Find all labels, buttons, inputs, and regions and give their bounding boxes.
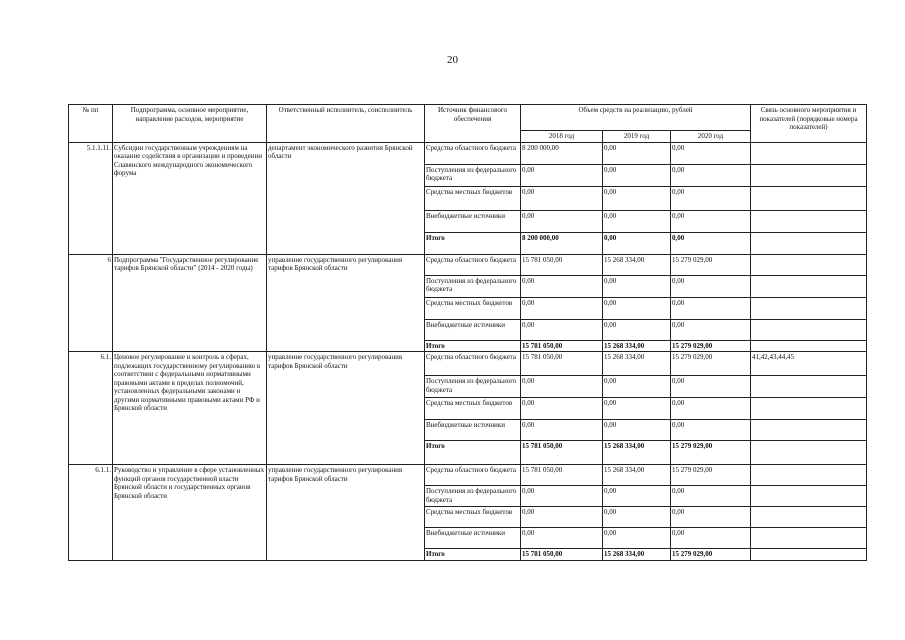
amount-2018: 0,00	[521, 297, 603, 319]
amount-2019: 0,00	[603, 528, 671, 549]
amount-2018: 0,00	[521, 486, 603, 507]
table-row	[69, 254, 867, 275]
indicator-link-empty	[751, 528, 867, 549]
amount-2019: 0,00	[603, 420, 671, 441]
funding-source: Средства местных бюджетов	[425, 507, 521, 528]
amount-2018: 0,00	[521, 528, 603, 549]
funding-source: Средства областного бюджета	[425, 465, 521, 486]
amount-2020: 0,00	[671, 398, 751, 420]
amount-2018: 0,00	[521, 210, 603, 232]
indicator-link-empty	[751, 441, 867, 465]
amount-2019: 15 268 334,00	[603, 465, 671, 486]
item-executor: управление государственного регулирования тарифов Брянской области	[267, 465, 425, 561]
funding-source: Поступления из федерального бюджета	[425, 164, 521, 186]
amount-2020: 0,00	[671, 275, 751, 297]
amount-2019: 0,00	[603, 186, 671, 210]
amount-2020: 0,00	[671, 232, 751, 254]
amount-2019: 0,00	[603, 297, 671, 319]
header-source: Источник финансового обеспечения	[425, 105, 521, 143]
amount-2018: 0,00	[521, 507, 603, 528]
header-link: Связь основного мероприятия и показателей (порядковые номера показателей)	[751, 105, 867, 143]
funding-source: Средства местных бюджетов	[425, 398, 521, 420]
indicator-link-empty	[751, 297, 867, 319]
indicator-link-empty	[751, 319, 867, 340]
amount-2020: 0,00	[671, 376, 751, 398]
amount-2019: 0,00	[603, 232, 671, 254]
header-executor: Ответственный исполнитель, соисполнитель	[267, 105, 425, 143]
funding-table	[68, 104, 867, 561]
funding-source: Средства местных бюджетов	[425, 297, 521, 319]
funding-source: Внебюджетные источники	[425, 420, 521, 441]
header-year-2018: 2018 год	[521, 131, 603, 143]
amount-2018: 15 781 050,00	[521, 352, 603, 376]
amount-2019: 0,00	[603, 319, 671, 340]
funding-source: Средства областного бюджета	[425, 254, 521, 275]
amount-2018: 0,00	[521, 275, 603, 297]
indicator-link-empty	[751, 549, 867, 561]
table-header-row	[69, 105, 867, 131]
amount-2019: 0,00	[603, 142, 671, 164]
funding-source: Поступления из федерального бюджета	[425, 486, 521, 507]
indicator-link-empty	[751, 210, 867, 232]
amount-2018: 15 781 050,00	[521, 441, 603, 465]
item-name: Субсидии государственным учреждениям на оказание содействия в организации и проведении Славянского международного экономического форума	[113, 142, 267, 254]
amount-2019: 0,00	[603, 486, 671, 507]
amount-2020: 0,00	[671, 319, 751, 340]
amount-2020: 0,00	[671, 297, 751, 319]
indicator-link-empty	[751, 164, 867, 186]
total-label: Итого	[425, 549, 521, 561]
funding-source: Средства местных бюджетов	[425, 186, 521, 210]
funding-source: Внебюджетные источники	[425, 319, 521, 340]
amount-2018: 0,00	[521, 186, 603, 210]
item-executor: департамент экономического развития Брянской области	[267, 142, 425, 254]
indicator-link-empty	[751, 420, 867, 441]
item-name: Руководство и управление в сфере установленных функций органов государственной власти Брянской области и государственных органов Брянской области	[113, 465, 267, 561]
amount-2019: 0,00	[603, 376, 671, 398]
amount-2019: 15 268 334,00	[603, 352, 671, 376]
indicator-link-empty	[751, 507, 867, 528]
header-num: № пп	[69, 105, 113, 143]
indicator-link-empty	[751, 486, 867, 507]
amount-2020: 15 279 029,00	[671, 441, 751, 465]
amount-2018: 0,00	[521, 376, 603, 398]
item-number: 5.1.1.11.	[69, 142, 113, 254]
amount-2019: 0,00	[603, 507, 671, 528]
item-name: Подпрограмма "Государственное регулирование тарифов Брянской области" (2014 - 2020 годы)	[113, 254, 267, 352]
amount-2018: 15 781 050,00	[521, 549, 603, 561]
indicator-link-empty	[751, 186, 867, 210]
amount-2020: 0,00	[671, 210, 751, 232]
amount-2019: 0,00	[603, 398, 671, 420]
funding-source: Поступления из федерального бюджета	[425, 275, 521, 297]
amount-2020: 0,00	[671, 164, 751, 186]
header-year-2020: 2020 год	[671, 131, 751, 143]
total-label: Итого	[425, 232, 521, 254]
table-row	[69, 142, 867, 164]
indicator-link-empty	[751, 398, 867, 420]
item-number: 6	[69, 254, 113, 352]
indicator-link-empty	[751, 232, 867, 254]
amount-2020: 0,00	[671, 507, 751, 528]
table-row	[69, 352, 867, 376]
amount-2019: 15 268 334,00	[603, 254, 671, 275]
amount-2019: 0,00	[603, 210, 671, 232]
item-number: 6.1.1.	[69, 465, 113, 561]
amount-2020: 0,00	[671, 142, 751, 164]
amount-2020: 0,00	[671, 528, 751, 549]
amount-2020: 15 279 029,00	[671, 254, 751, 275]
indicator-link-empty	[751, 376, 867, 398]
amount-2018: 0,00	[521, 319, 603, 340]
amount-2020: 15 279 029,00	[671, 549, 751, 561]
header-subprogram: Подпрограмма, основное мероприятие, направление расходов, мероприятие	[113, 105, 267, 143]
amount-2018: 15 781 050,00	[521, 465, 603, 486]
indicator-link	[751, 465, 867, 486]
item-executor: управление государственного регулирования тарифов Брянской области	[267, 254, 425, 352]
amount-2019: 15 268 334,00	[603, 549, 671, 561]
amount-2018: 8 200 000,00	[521, 232, 603, 254]
amount-2018: 0,00	[521, 420, 603, 441]
funding-source: Средства областного бюджета	[425, 352, 521, 376]
funding-source: Внебюджетные источники	[425, 528, 521, 549]
indicator-link: 41,42,43,44,45	[751, 352, 867, 376]
item-number: 6.1.	[69, 352, 113, 465]
item-executor: управление государственного регулирования тарифов Брянской области	[267, 352, 425, 465]
amount-2020: 15 279 029,00	[671, 340, 751, 352]
amount-2019: 15 268 334,00	[603, 340, 671, 352]
funding-source: Внебюджетные источники	[425, 210, 521, 232]
funding-source: Поступления из федерального бюджета	[425, 376, 521, 398]
table-row	[69, 465, 867, 486]
amount-2020: 0,00	[671, 420, 751, 441]
amount-2020: 15 279 029,00	[671, 352, 751, 376]
total-label: Итого	[425, 441, 521, 465]
amount-2018: 0,00	[521, 164, 603, 186]
total-label: Итого	[425, 340, 521, 352]
header-volume: Объем средств на реализацию, рублей	[521, 105, 751, 131]
amount-2018: 0,00	[521, 398, 603, 420]
header-year-2019: 2019 год	[603, 131, 671, 143]
indicator-link	[751, 254, 867, 275]
page-number: 20	[447, 54, 458, 66]
amount-2019: 0,00	[603, 275, 671, 297]
amount-2020: 15 279 029,00	[671, 465, 751, 486]
amount-2020: 0,00	[671, 486, 751, 507]
amount-2018: 15 781 050,00	[521, 254, 603, 275]
indicator-link-empty	[751, 340, 867, 352]
amount-2018: 8 200 000,00	[521, 142, 603, 164]
indicator-link	[751, 142, 867, 164]
funding-source: Средства областного бюджета	[425, 142, 521, 164]
amount-2020: 0,00	[671, 186, 751, 210]
amount-2018: 15 781 050,00	[521, 340, 603, 352]
indicator-link-empty	[751, 275, 867, 297]
amount-2019: 0,00	[603, 164, 671, 186]
item-name: Ценовое регулирование и контроль в сферах, подлежащих государственному регулированию в соответствии с федеральными нормативными правовыми актами в пределах полномочий, установленных федеральными законами и другими нормативными правовыми актами РФ и Брянской области	[113, 352, 267, 465]
amount-2019: 15 268 334,00	[603, 441, 671, 465]
